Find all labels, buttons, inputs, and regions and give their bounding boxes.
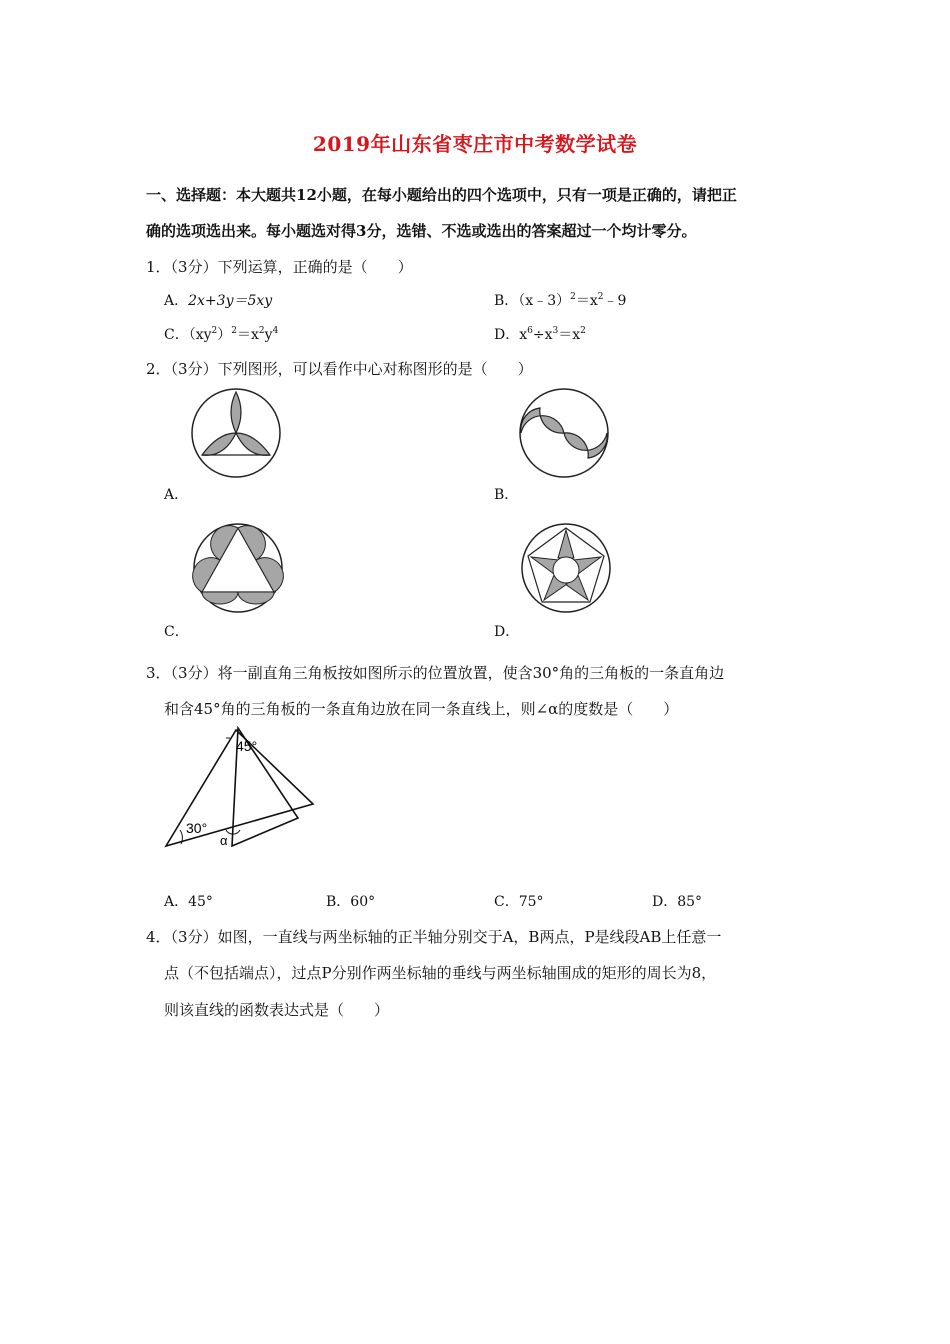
q2-option-b-label: B． [494,487,519,503]
q3-triangle-figure [160,726,320,852]
q3-option-d: D．85° [652,894,703,910]
q3-option-b: B．60° [326,894,376,910]
q2-figure-d [516,522,616,614]
q2-figure-b [514,388,614,478]
page-title: 2019年山东省枣庄市中考数学试卷 [312,132,638,156]
section-heading-line-1: 一、选择题：本大题共12小题，在每小题给出的四个选项中，只有一项是正确的，请把正 [146,186,737,204]
q3-option-a: A．45° [164,894,213,910]
q4-stem-line-1: 4．（3分）如图，一直线与两坐标轴的正半轴分别交于A，B两点，P是线段AB上任意一 [146,928,722,946]
q4-stem-line-2: 点（不包括端点），过点P分别作两坐标轴的垂线与两坐标轴围成的矩形的周长为8， [164,964,717,982]
q3-option-c: C．75° [494,894,544,910]
q2-option-c-label: C． [164,624,189,640]
q3-alpha-label: α [220,833,228,848]
q3-stem-line-2: 和含45°角的三角板的一条直角边放在同一条直线上，则∠α的度数是（ ） [164,700,679,718]
q2-option-a-label: A． [164,487,189,503]
q3-angle-30-label: 30° [186,820,208,836]
q3-angle-45-label: 45° [236,738,258,754]
q2-stem: 2．（3分）下列图形，可以看作中心对称图形的是（ ） [146,360,533,378]
section-heading-line-2: 确的选项选出来。每小题选对得3分，选错、不选或选出的答案超过一个均计零分。 [146,222,697,240]
q1-stem: 1．（3分）下列运算，正确的是（ ） [146,258,413,276]
q2-figure-a [186,388,286,478]
q3-stem-line-1: 3．（3分）将一副直角三角板按如图所示的位置放置，使含30°角的三角板的一条直角边 [146,664,725,682]
q1-option-d: D．$x^6\div x^3=x^2$ [494,326,586,343]
q1-option-c: C．$(xy^2)^2=x^2y^4$ [164,326,279,343]
q2-figure-c [188,522,288,614]
q1-option-a: A．2x+3y＝5xy [164,293,273,309]
q1-option-a-text: 2x+3y＝5xy [188,293,273,309]
q1-option-b: B．$(x﹣3)^2=x^2﹣9$ [494,292,627,309]
q4-stem-line-3: 则该直线的函数表达式是（ ） [164,1001,390,1019]
q2-option-d-label: D． [494,624,520,640]
